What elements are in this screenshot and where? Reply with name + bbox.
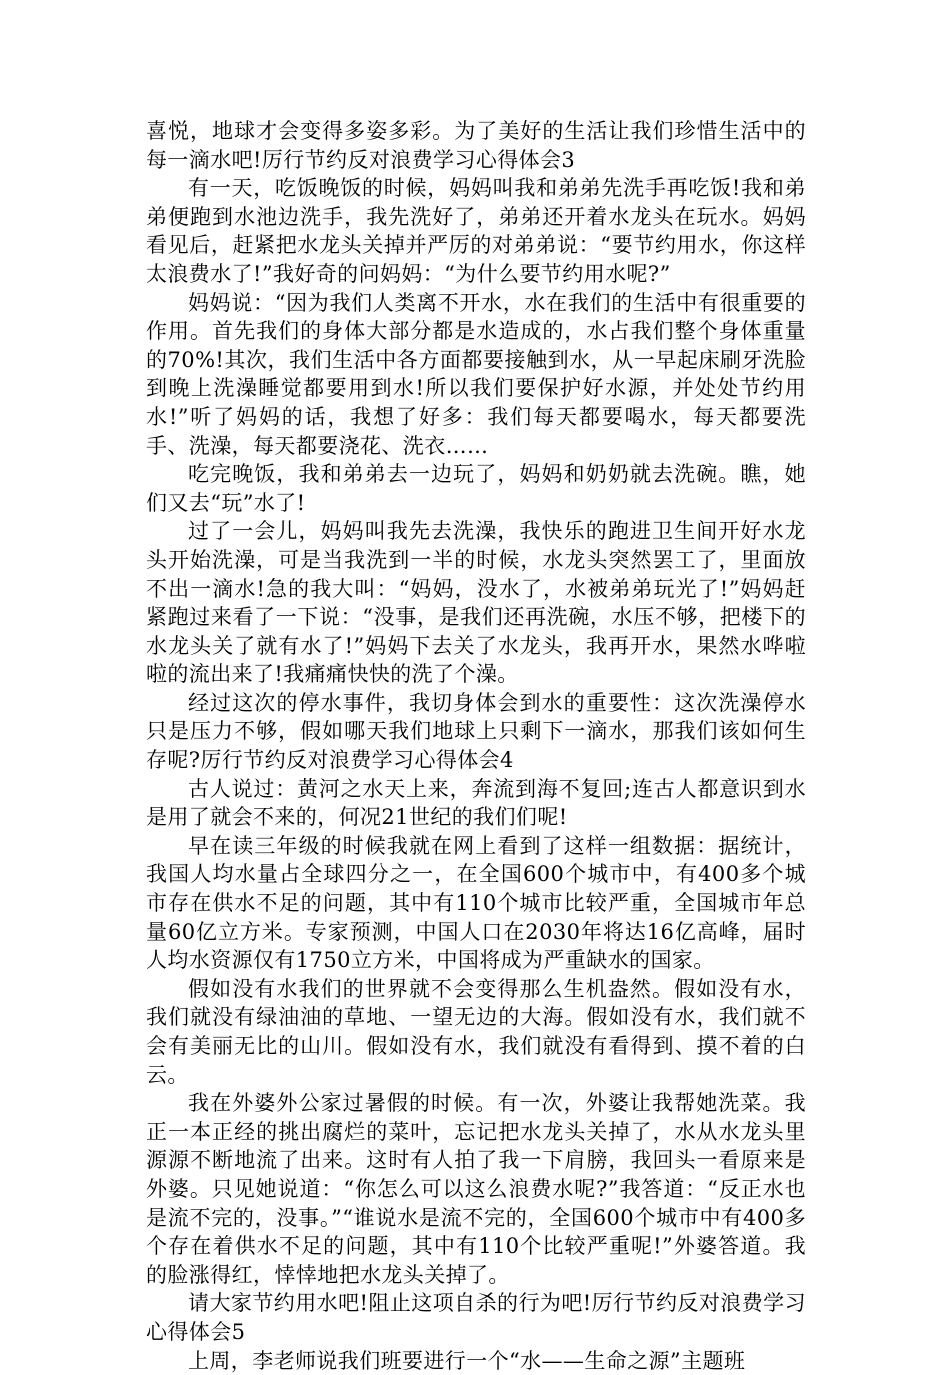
paragraph-4: 吃完晚饭，我和弟弟去一边玩了，妈妈和奶奶就去洗碗。瞧，她们又去“玩”水了! [146, 462, 806, 515]
paragraph-6: 经过这次的停水事件，我切身体会到水的重要性：这次洗澡停水只是压力不够，假如哪天我们地球上只剩下一滴水，那我们该如何生存呢?厉行节约反对浪费学习心得体会4 [146, 690, 806, 773]
paragraph-12: 上周，李老师说我们班要进行一个“水——生命之源”主题班 [188, 1348, 746, 1373]
paragraph-11: 请大家节约用水吧!阻止这项自杀的行为吧!厉行节约反对浪费学习心得体会5 [146, 1291, 806, 1344]
paragraph-7: 古人说过：黄河之水天上来，奔流到海不复回;连古人都意识到水是用了就会不来的，何况21世纪的我们们呢! [146, 776, 806, 830]
paragraph-1: 喜悦，地球才会变得多姿多彩。为了美好的生活让我们珍惜生活中的每一滴水吧!厉行节约反对浪费学习心得体会3 [146, 119, 806, 172]
paragraph-9: 假如没有水我们的世界就不会变得那么生机盎然。假如没有水，我们就没有绿油油的草地、一望无边的大海。假如没有水，我们就不会有美丽无比的山川。假如没有水，我们就没有看得到、摸不着的白云。 [146, 976, 806, 1087]
paragraph-8: 早在读三年级的时候我就在网上看到了这样一组数据：据统计，我国人均水量占全球四分之一，在全国600个城市中，有400多个城市存在供水不足的问题，其中有110个城市比较严重，全国城市年总量60亿立方米。专家预测，中国人口在2030年将达16亿高峰，届时人均水资源仅有1750立方米，中国将成为严重缺水的国家。 [146, 833, 806, 973]
paragraph-2: 有一天，吃饭晚饭的时候，妈妈叫我和弟弟先洗手再吃饭!我和弟弟便跑到水池边洗手，我先洗好了，弟弟还开着水龙头在玩水。妈妈看见后，赶紧把水龙头关掉并严厉的对弟弟说：“要节约用水，你这样太浪费水了!”我好奇的问妈妈：“为什么要节约用水呢?” [146, 176, 806, 286]
document-body [146, 117, 806, 1375]
paragraph-3: 妈妈说：“因为我们人类离不开水，水在我们的生活中有很重要的作用。首先我们的身体大部分都是水造成的，水占我们整个身体重量的70%!其次，我们生活中各方面都要接触到水，从一早起床刷牙洗脸到晚上洗澡睡觉都要用到水!所以我们要保护好水源，并处处节约用水!”听了妈妈的话，我想了好多：我们每天都要喝水，每天都要洗手、洗澡，每天都要浇花、洗衣…… [146, 290, 806, 458]
paragraph-10: 我在外婆外公家过暑假的时候。有一次，外婆让我帮她洗菜。我正一本正经的挑出腐烂的菜叶，忘记把水龙头关掉了，水从水龙头里源源不断地流了出来。这时有人拍了我一下肩膀，我回头一看原来是外婆。只见她说道：“你怎么可以这么浪费水呢?”我答道：“反正水也是流不完的，没事。”“谁说水是流不完的，全国600个城市中有400多个存在着供水不足的问题，其中有110个比较严重呢!”外婆答道。我的脸涨得红，悻悻地把水龙头关掉了。 [146, 1091, 806, 1287]
paragraph-5: 过了一会儿，妈妈叫我先去洗澡，我快乐的跑进卫生间开好水龙头开始洗澡，可是当我洗到一半的时候，水龙头突然罢工了，里面放不出一滴水!急的我大叫：“妈妈，没水了，水被弟弟玩光了!”妈妈赶紧跑过来看了一下说：“没事，是我们还再洗碗，水压不够，把楼下的水龙头关了就有水了!”妈妈下去关了水龙头，我再开水，果然水哗啦啦的流出来了!我痛痛快快的洗了个澡。 [146, 519, 806, 687]
